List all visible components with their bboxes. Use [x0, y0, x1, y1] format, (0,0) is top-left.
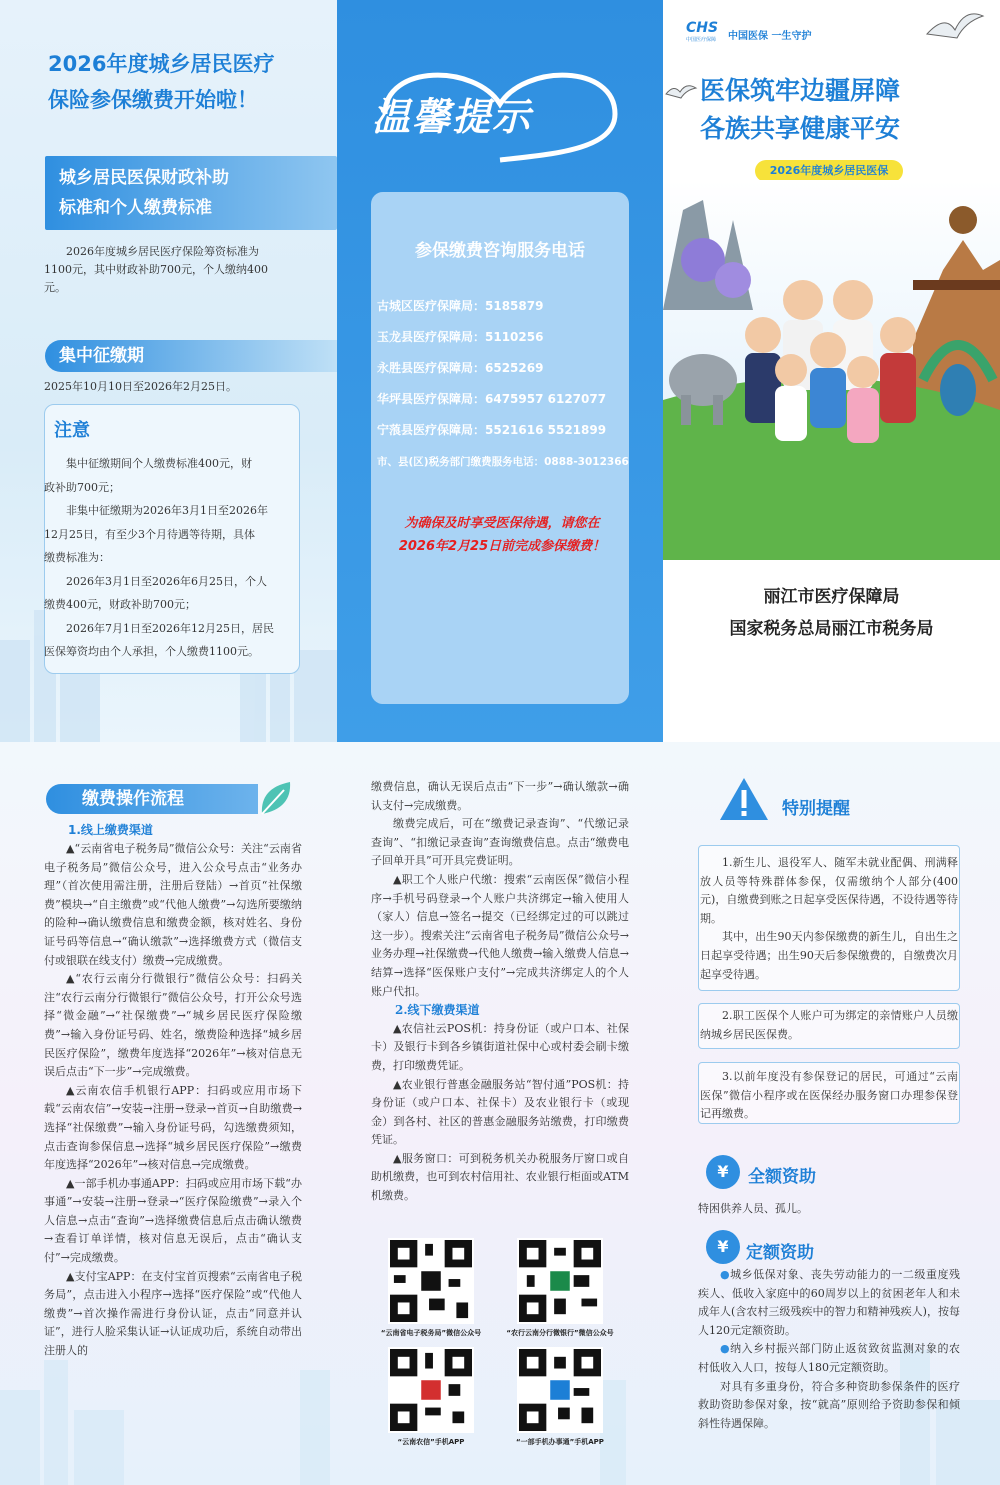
qr-nongxin[interactable]	[388, 1347, 474, 1437]
offline-channel-title: 2.线下缴费渠道	[395, 1003, 480, 1018]
small-seagull-icon	[664, 80, 698, 102]
qr-abc[interactable]	[517, 1238, 603, 1328]
qr-caption-tax: “云南省电子税务局”微信公众号	[380, 1329, 482, 1337]
channel-pos: ▲农信社云POS机：持身份证（或户口本、社保卡）及银行卡到各乡镇街道社保中心或村委会刷卡缴费，打印缴费凭证。	[371, 1021, 629, 1072]
service-box	[371, 192, 629, 704]
note-title: 注意	[54, 420, 90, 441]
full-subsidy-title: 全额资助	[748, 1167, 816, 1187]
period-text: 2025年10月10日至2026年2月25日。	[44, 380, 237, 393]
qr-caption-abc: “农行云南分行微银行”微信公众号	[506, 1329, 614, 1337]
leaf-icon	[258, 778, 294, 818]
warm-tip-title: 温馨提示	[372, 95, 533, 139]
reminder-line-1: 为确保及时享受医保待遇，请您在	[404, 516, 600, 531]
flow-column-1	[44, 840, 302, 1361]
qr-caption-nongxin: “云南农信”手机APP	[397, 1438, 465, 1446]
special-text-3: 3.以前年度没有参保登记的居民，可通过“云南医保”微信小程序或在医保经办服务窗口办理参保登记再缴费。	[700, 1070, 958, 1121]
flow-section-title: 缴费操作流程	[46, 784, 258, 814]
right-headline: 医保筑牢边疆屏障 各族共享健康平安	[700, 76, 901, 143]
special-text-1: 1.新生儿、退役军人、随军未就业配偶、刑满释放人员等特殊群体参保，仅需缴纳个人部分(400元)，自缴费到账之日起享受医保待遇，不设待遇等待期。 其中，出生90天内参保缴费的新生儿，自出生之日起享受待遇；出生90天后参保缴费的，自缴费次月起享受待遇。	[700, 856, 958, 981]
channel-banshitong-app: ▲一部手机办事通APP：扫码或应用市场下载“办事通”→安装→注册→登录→“医疗保险缴费”→录入个人信息→点击“查询”→选择缴费信息后点击确认缴费→查看订单详情，核对信息无误后，点击“确认支付”→完成缴费。	[44, 1176, 302, 1265]
qr-code-icon	[517, 1238, 603, 1324]
standard-text: 2026年度城乡居民医疗保险筹资标准为 1100元，其中财政补助700元，个人缴纳400 元。	[44, 245, 268, 294]
phone-tax: 市、县(区)税务部门缴费服务电话：0888-3012366	[377, 456, 629, 468]
fixed-subsidy-icon: ¥	[706, 1230, 740, 1264]
online-channel-title: 1.线上缴费渠道	[68, 823, 153, 837]
qr-tax[interactable]	[388, 1238, 474, 1328]
qr-code-icon	[517, 1347, 603, 1433]
chs-logo: CHS 中国医疗保障	[686, 20, 719, 43]
org-tax: 国家税务总局丽江市税务局	[729, 619, 934, 639]
reminder-line-2: 2026年2月25日前完成参保缴费！	[398, 539, 606, 554]
year-tag: 2026年度城乡居民医保	[755, 160, 903, 182]
qr-code-icon	[388, 1347, 474, 1433]
qr-banshitong[interactable]	[517, 1347, 603, 1437]
special-text-2: 2.职工医保个人账户可为绑定的亲情账户人员缴纳城乡居民医保费。	[700, 1009, 958, 1041]
phone-yulong: 玉龙县医疗保障局：5110256	[377, 330, 544, 344]
channel-employee-account: ▲职工个人账户代缴：搜索“云南医保”微信小程序→手机号码登录→个人账户共济绑定→输入使用人（家人）信息→签名→提交（已经绑定过的可以跳过这一步）。搜索关注“云南省电子税务局”微信公众号→业务办理→社保缴费→代他人缴费→输入缴费人信息→结算→选择“医保账户支付”→完成共济绑定人的个人账户代扣。	[371, 872, 629, 998]
channel-nongxin-app: ▲云南农信手机银行APP：扫码或应用市场下载“云南农信”→安装→注册→登录→首页→自助缴费→选择“社保缴费”→输入身份证号码，勾选缴费须知，点击查询参保信息→选择“城乡居民医疗保险”→缴费年度选择“2026年”→核对信息→完成缴费。	[44, 1083, 302, 1172]
org-medical: 丽江市医疗保障局	[763, 587, 900, 607]
phone-gucheng: 古城区医疗保障局：5185879	[377, 299, 544, 313]
flow-column-2	[371, 778, 629, 1206]
channel-abc-wechat: ▲“农行云南分行微银行”微信公众号：扫码关注“农行云南分行微银行”微信公众号，打开公众号选择“微金融”→“社保缴费”→“城乡居民医疗保险缴费”→输入身份证号码、姓名，缴费险种选择“城乡居民医疗保险”，缴费年度选择“2026年”→核对信息无误后点击“下一步”→完成缴费。	[44, 972, 302, 1079]
qr-code-icon	[388, 1238, 474, 1324]
standard-section-title: 城乡居民医保财政补助 标准和个人缴费标准	[45, 156, 337, 230]
phone-yongsheng: 永胜县医疗保障局：6525269	[377, 361, 544, 375]
query-records-text: 缴费完成后，可在“缴费记录查询”、“代缴记录查询”、“扣缴记录查询”查询缴费信息。点击“缴费电子回单开具”可开具完费证明。	[371, 817, 629, 868]
family-illustration	[663, 110, 1000, 560]
fixed-subsidy-title: 定额资助	[746, 1243, 814, 1263]
full-subsidy-text: 特困供养人员、孤儿。	[698, 1202, 808, 1215]
campaign-headline: 2026年度城乡居民医疗 保险参保缴费开始啦！	[48, 52, 275, 112]
phone-huaping: 华坪县医疗保障局：6475957 6127077	[377, 392, 607, 406]
full-subsidy-icon: ¥	[706, 1155, 740, 1189]
alipay-continued: 缴费信息，确认无误后点击“下一步”→确认缴款→确认支付→完成缴费。	[371, 780, 629, 812]
phone-ninglang: 宁蒗县医疗保障局：5521616 5521899	[377, 423, 607, 437]
fixed-subsidy-text: ●城乡低保对象、丧失劳动能力的一二级重度残疾人、低收入家庭中的60周岁以上的贫困老年人和未成年人(含农村三级残疾中的智力和精神残疾人)，按每人120元定额资助。 ●纳入乡村振兴部门防止返贫致贫监测对象的农村低收入人口，按每人180元定额资助。 对具有多重身份，符合多种资助参保条件的医疗救助资助参保对象，按“就高”原则给予资助参保和倾斜性待遇保障。	[698, 1268, 960, 1430]
qr-caption-banshitong: “一部手机办事通”手机APP	[516, 1438, 604, 1446]
channel-alipay: ▲支付宝APP：在支付宝首页搜索“云南省电子税务局”，点击进入小程序→选择“医疗保险”或“代他人缴费”→首次操作需进行身份认证，点击“同意并认证”，进行人脸采集认证→认证成功后，系统自动带出注册人的	[44, 1269, 302, 1358]
warning-icon	[718, 776, 770, 822]
channel-zhifutong: ▲农业银行普惠金融服务站“智付通”POS机：持身份证（或户口本、社保卡）及农业银行卡（或现金）到各村、社区的普惠金融服务站缴费，打印缴费凭证。	[371, 1077, 629, 1147]
top-spread	[0, 0, 1000, 742]
period-section-title: 集中征缴期	[45, 340, 337, 372]
seagull-icon	[925, 4, 985, 50]
special-title: 特别提醒	[782, 799, 850, 819]
slogan: 中国医保 一生守护	[728, 31, 812, 42]
note-text: 集中征缴期间个人缴费标准400元，财 政补助700元； 非集中征缴期为2026年3月1日至2026年 12月25日，有至少3个月待遇等待期，具体 缴费标准为： 2026年3月1日至2026年6月25日，个人 缴费400元，财政补助700元； 2026年7月1日至2026年12月25日，居民 医保筹资均由个人承担，个人缴费1100元。	[44, 457, 274, 658]
channel-tax-wechat: ▲“云南省电子税务局”微信公众号：关注“云南省电子税务局”微信公众号，进入公众号点击“业务办理”（首次使用需注册，注册后登陆）→首页“社保缴费”模块→“自主缴费”或“代他人缴费”→勾选所要缴纳的险种→确认缴费信息和缴费金额，核对姓名、身份证号码等信息→“确认缴款”→选择缴费方式（微信支付或银联在线支付）缴费→完成缴费。	[44, 842, 302, 967]
service-title: 参保缴费咨询服务电话	[415, 241, 585, 261]
channel-window: ▲服务窗口：可到税务机关办税服务厅窗口或自助机缴费，也可到农村信用社、农业银行柜面或ATM机缴费。	[371, 1151, 629, 1203]
